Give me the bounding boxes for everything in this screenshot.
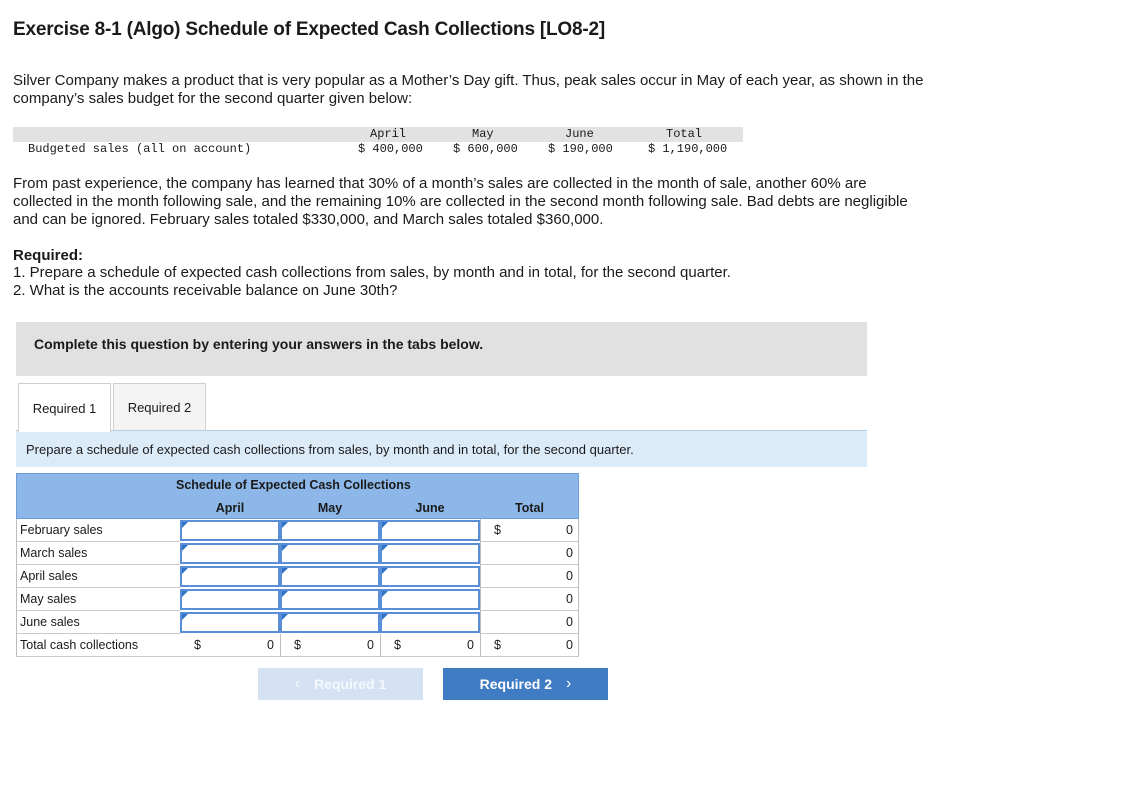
chevron-right-icon: ›	[566, 675, 572, 692]
intro-text: Silver Company makes a product that is very popular as a Mother’s Day gift. Thus, peak sales occur in May of each year, as shown in the company’s sales budget for the second quarter given below:	[13, 72, 924, 107]
total-june	[480, 611, 579, 634]
required-list	[13, 264, 731, 300]
instructions-banner	[16, 322, 867, 376]
tab-required-1[interactable]: Required 1	[18, 383, 111, 432]
col-header-may: May	[317, 501, 343, 515]
divider	[480, 519, 481, 657]
input-june-june[interactable]	[380, 612, 480, 633]
row-label-april: April sales	[16, 565, 180, 588]
budget-value-may: $ 600,000	[453, 142, 518, 156]
total-collections-may	[280, 634, 380, 657]
budget-header-may: May	[472, 127, 494, 141]
total-february	[480, 519, 579, 542]
budget-header-april: April	[370, 127, 407, 141]
budget-header-june: June	[565, 127, 594, 141]
total-march	[480, 542, 579, 565]
row-label-june: June sales	[16, 611, 180, 634]
divider	[16, 519, 17, 657]
row-label-may: May sales	[16, 588, 180, 611]
total-value: 0	[566, 615, 573, 629]
required-item-2: 2. What is the accounts receivable balance on June 30th?	[13, 282, 398, 299]
divider	[380, 634, 381, 657]
banner-text: Complete this question by entering your answers in the tabs below.	[34, 336, 484, 352]
page-title: Exercise 8-1 (Algo) Schedule of Expected Cash Collections [LO8-2]	[13, 19, 605, 40]
total-value: 0	[367, 638, 374, 652]
input-may-june[interactable]	[380, 589, 480, 610]
experience-text: From past experience, the company has learned that 30% of a month’s sales are collected in the month of sale, another 60% are collected in the month following sale, and the remaining 10% are collected in the second month following sale. Bad debts are negligible and can be ignored. February sales totaled $330,000, and March sales totaled $360,000.	[13, 175, 908, 228]
divider	[280, 634, 281, 657]
input-may-april[interactable]	[180, 589, 280, 610]
schedule-title: Schedule of Expected Cash Collections	[176, 478, 411, 492]
total-value: 0	[467, 638, 474, 652]
row-label-total: Total cash collections	[16, 634, 180, 657]
input-march-april[interactable]	[180, 543, 280, 564]
currency-symbol: $	[494, 638, 501, 652]
total-collections-june	[380, 634, 480, 657]
input-march-june[interactable]	[380, 543, 480, 564]
input-june-may[interactable]	[280, 612, 380, 633]
cash-collections-schedule	[16, 473, 579, 657]
total-collections-total	[480, 634, 579, 657]
prev-required-1-button[interactable]	[258, 668, 423, 700]
row-label-march: March sales	[16, 542, 180, 565]
total-collections-april	[180, 634, 280, 657]
total-april	[480, 565, 579, 588]
input-march-may[interactable]	[280, 543, 380, 564]
col-header-total: Total	[515, 501, 544, 515]
input-february-april[interactable]	[180, 520, 280, 541]
divider	[578, 519, 579, 657]
required-item-1: 1. Prepare a schedule of expected cash collections from sales, by month and in total, for the second quarter.	[13, 264, 731, 281]
input-may-may[interactable]	[280, 589, 380, 610]
currency-symbol: $	[494, 523, 501, 537]
chevron-left-icon: ‹	[294, 675, 300, 692]
total-value: 0	[566, 569, 573, 583]
budget-value-june: $ 190,000	[548, 142, 613, 156]
col-header-june: June	[415, 501, 445, 515]
total-value: 0	[566, 592, 573, 606]
currency-symbol: $	[394, 638, 401, 652]
total-value: 0	[566, 523, 573, 537]
budget-header-total: Total	[666, 127, 703, 141]
total-may	[480, 588, 579, 611]
total-value: 0	[566, 638, 573, 652]
input-february-june[interactable]	[380, 520, 480, 541]
tab-required-2[interactable]: Required 2	[113, 383, 206, 431]
input-june-april[interactable]	[180, 612, 280, 633]
row-label-february: February sales	[16, 519, 180, 542]
total-value: 0	[267, 638, 274, 652]
total-value: 0	[566, 546, 573, 560]
budget-value-total: $ 1,190,000	[648, 142, 728, 156]
input-april-april[interactable]	[180, 566, 280, 587]
input-april-may[interactable]	[280, 566, 380, 587]
col-header-april: April	[215, 501, 245, 515]
next-button-label: Required 2	[479, 676, 553, 692]
tab-instruction-text: Prepare a schedule of expected cash collections from sales, by month and in total, for the second quarter.	[26, 442, 634, 457]
required-heading: Required:	[13, 247, 84, 264]
tab-instruction	[16, 430, 867, 467]
budget-row-label: Budgeted sales (all on account)	[28, 142, 252, 156]
next-required-2-button[interactable]	[443, 668, 608, 700]
currency-symbol: $	[194, 638, 201, 652]
input-february-may[interactable]	[280, 520, 380, 541]
input-april-june[interactable]	[380, 566, 480, 587]
budget-value-april: $ 400,000	[358, 142, 423, 156]
sales-budget-table	[13, 127, 743, 158]
prev-button-label: Required 1	[313, 676, 387, 692]
currency-symbol: $	[294, 638, 301, 652]
